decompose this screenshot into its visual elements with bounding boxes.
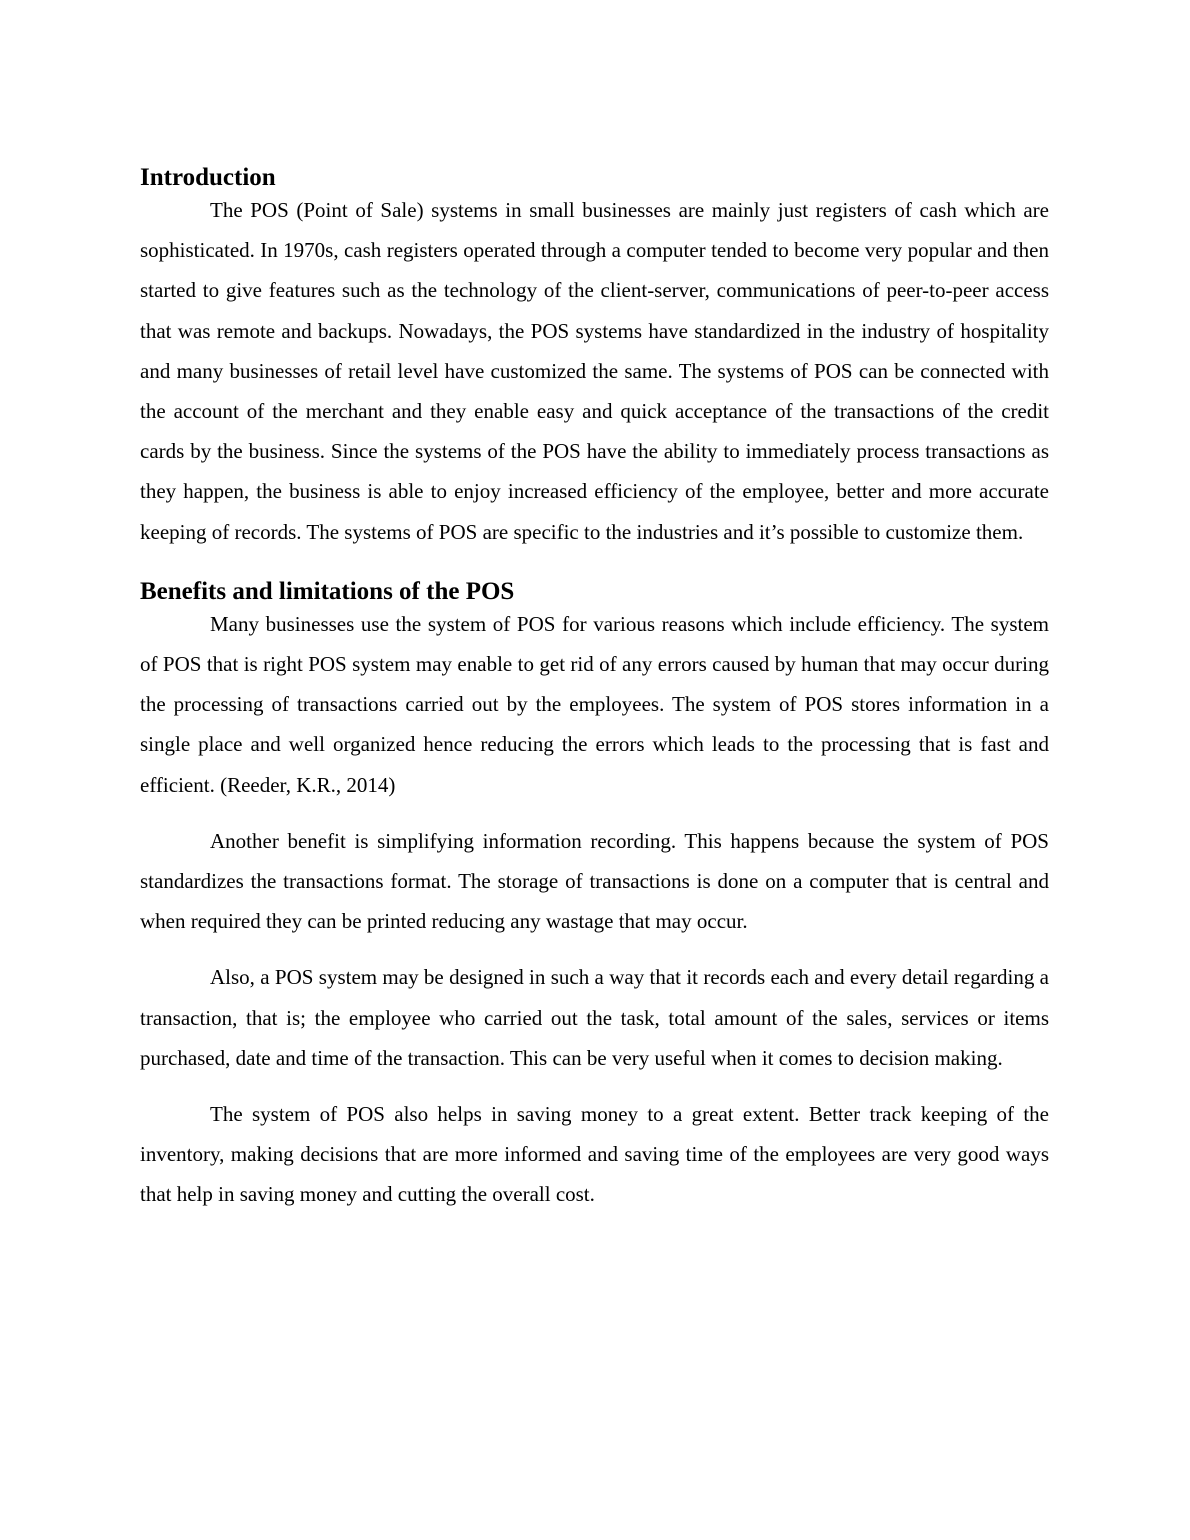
document-page	[140, 162, 1049, 1215]
section-heading-benefits-limitations: Benefits and limitations of the POS	[140, 577, 515, 605]
benefits-paragraph-saving-money: The system of POS also helps in saving money to a great extent. Better track keeping of the inventory, making decisions that are more informed and saving time of the employees are very good ways that help in saving money and cutting the overall cost.	[140, 1102, 1049, 1207]
benefits-paragraph-recording: Another benefit is simplifying information recording. This happens because the system of POS standardizes the transactions format. The storage of transactions is done on a computer that is central and when required they can be printed reducing any wastage that may occur.	[140, 828, 1049, 934]
benefits-paragraph-details: Also, a POS system may be designed in such a way that it records each and every detail regarding a transaction, that is; the employee who carried out the task, total amount of the sales, services or items purchased, date and time of the transaction. This can be very useful when it comes to decision making.	[140, 965, 1049, 1070]
introduction-paragraph: The POS (Point of Sale) systems in small businesses are mainly just registers of cash which are sophisticated. In 1970s, cash registers operated through a computer tended to become very popular and then started to give features such as the technology of the client-server, communications of peer-to-peer access that was remote and backups. Nowadays, the POS systems have standardized in the industry of hospitality and many businesses of retail level have customized the same. The systems of POS can be connected with the account of the merchant and they enable easy and quick acceptance of the transactions of the credit cards by the business. Since the systems of the POS have the ability to immediately process transactions as they happen, the business is able to enjoy increased efficiency of the employee, better and more accurate keeping of records. The systems of POS are specific to the industries and it’s possible to customize them.	[140, 198, 1049, 544]
benefits-paragraph-efficiency: Many businesses use the system of POS for various reasons which include efficiency. The system of POS that is right POS system may enable to get rid of any errors caused by human that may occur during the processing of transactions carried out by the employees. The system of POS stores information in a single place and well organized hence reducing the errors which leads to the processing that is fast and efficient. (Reeder, K.R., 2014)	[140, 611, 1049, 797]
section-heading-introduction: Introduction	[140, 164, 276, 191]
